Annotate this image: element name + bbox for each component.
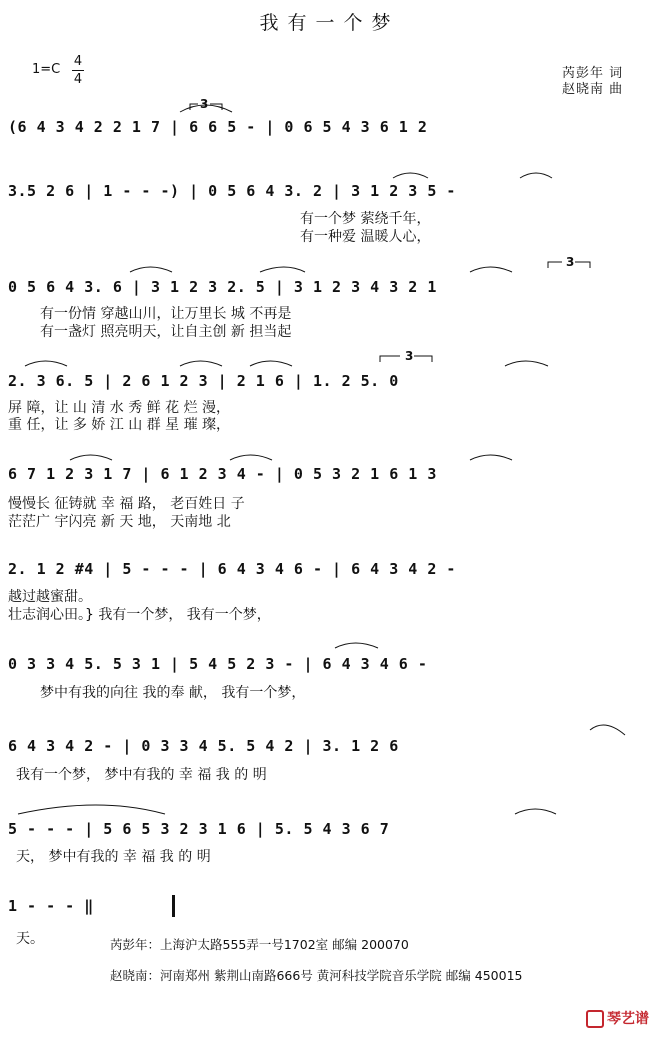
lyric-line-8: 我有一个梦， 梦中有我的 幸 福 我 的 明 (16, 767, 267, 783)
svg-text:3: 3 (405, 349, 414, 363)
key-signature: 1=C (32, 62, 61, 77)
score-line-1: (6 4 3 4 2 2 1 7 | 6 6 5 - | 0 6 5 4 3 6 1 2 (8, 118, 428, 136)
composer-address: 赵晓南：河南郑州 紫荆山南路666号 黄河科技学院音乐学院 邮编 450015 (110, 968, 523, 983)
score-line-10: 1 - - - ‖ (8, 897, 94, 915)
time-signature-top: 4 (73, 54, 83, 69)
lyric-line-7: 梦中有我的向往 我的奉 献， 我有一个梦， (40, 685, 306, 701)
watermark-icon (586, 1010, 604, 1028)
lyricist-address: 芮彭年：上海沪太路555弄一号1702室 邮编 200070 (110, 937, 409, 952)
svg-text:3: 3 (200, 97, 209, 111)
watermark-text: 琴艺谱 (607, 1011, 649, 1027)
score-line-4: 2. 3 6. 5 | 2 6 1 2 3 | 2 1 6 | 1. 2 5. 0 (8, 372, 399, 390)
song-title: 我有一个梦 (259, 12, 400, 34)
lyric-line-3a: 有一份情 穿越山川，让万里长 城 不再是 (40, 306, 292, 322)
score-line-6: 2. 1 2 #4 | 5 - - - | 6 4 3 4 6 - | 6 4 3 4 2 - (8, 560, 456, 578)
lyric-line-2a: 有一个梦 萦绕千年， (300, 211, 431, 227)
lyric-line-4b: 重 任，让 多 娇 江 山 群 星 璀 璨， (8, 417, 231, 433)
score-line-5: 6 7 1 2 3 1 7 | 6 1 2 3 4 - | 0 5 3 2 1 6 1 3 (8, 465, 437, 483)
score-line-9: 5 - - - | 5 6 5 3 2 3 1 6 | 5. 5 4 3 6 7 (8, 820, 390, 838)
score-line-3: 0 5 6 4 3. 6 | 3 1 2 3 2. 5 | 3 1 2 3 4 3 2 1 (8, 278, 437, 296)
lyric-line-6a: 越过越蜜甜。 (8, 589, 92, 605)
watermark-logo (586, 1008, 649, 1028)
lyric-line-6b: 壮志润心田。} 我有一个梦， 我有一个梦， (8, 607, 271, 623)
composer-credit: 赵晓南 曲 (562, 82, 624, 97)
lyric-line-4a: 屏 障，让 山 清 水 秀 鲜 花 烂 漫， (8, 400, 231, 416)
lyricist-credit: 芮彭年 词 (562, 66, 624, 81)
lyric-line-5b: 茫茫广 宇闪亮 新 天 地， 天南地 北 (8, 514, 231, 530)
lyric-line-5a: 慢慢长 征铸就 幸 福 路， 老百姓日 子 (8, 496, 245, 512)
score-line-7: 0 3 3 4 5. 5 3 1 | 5 4 5 2 3 - | 6 4 3 4 6 - (8, 655, 428, 673)
svg-text:3: 3 (566, 255, 575, 269)
score-line-2: 3.5 2 6 | 1 - - -) | 0 5 6 4 3. 2 | 3 1 2 3 5 - (8, 182, 456, 200)
lyric-line-3b: 有一盏灯 照亮明天，让自主创 新 担当起 (40, 324, 292, 340)
lyric-line-9: 天， 梦中有我的 幸 福 我 的 明 (16, 849, 211, 865)
lyric-line-10: 天。 (16, 931, 44, 947)
score-line-8: 6 4 3 4 2 - | 0 3 3 4 5. 5 4 2 | 3. 1 2 6 (8, 737, 399, 755)
time-signature-bottom: 4 (73, 72, 83, 87)
lyric-line-2b: 有一种爱 温暖人心， (300, 229, 431, 245)
